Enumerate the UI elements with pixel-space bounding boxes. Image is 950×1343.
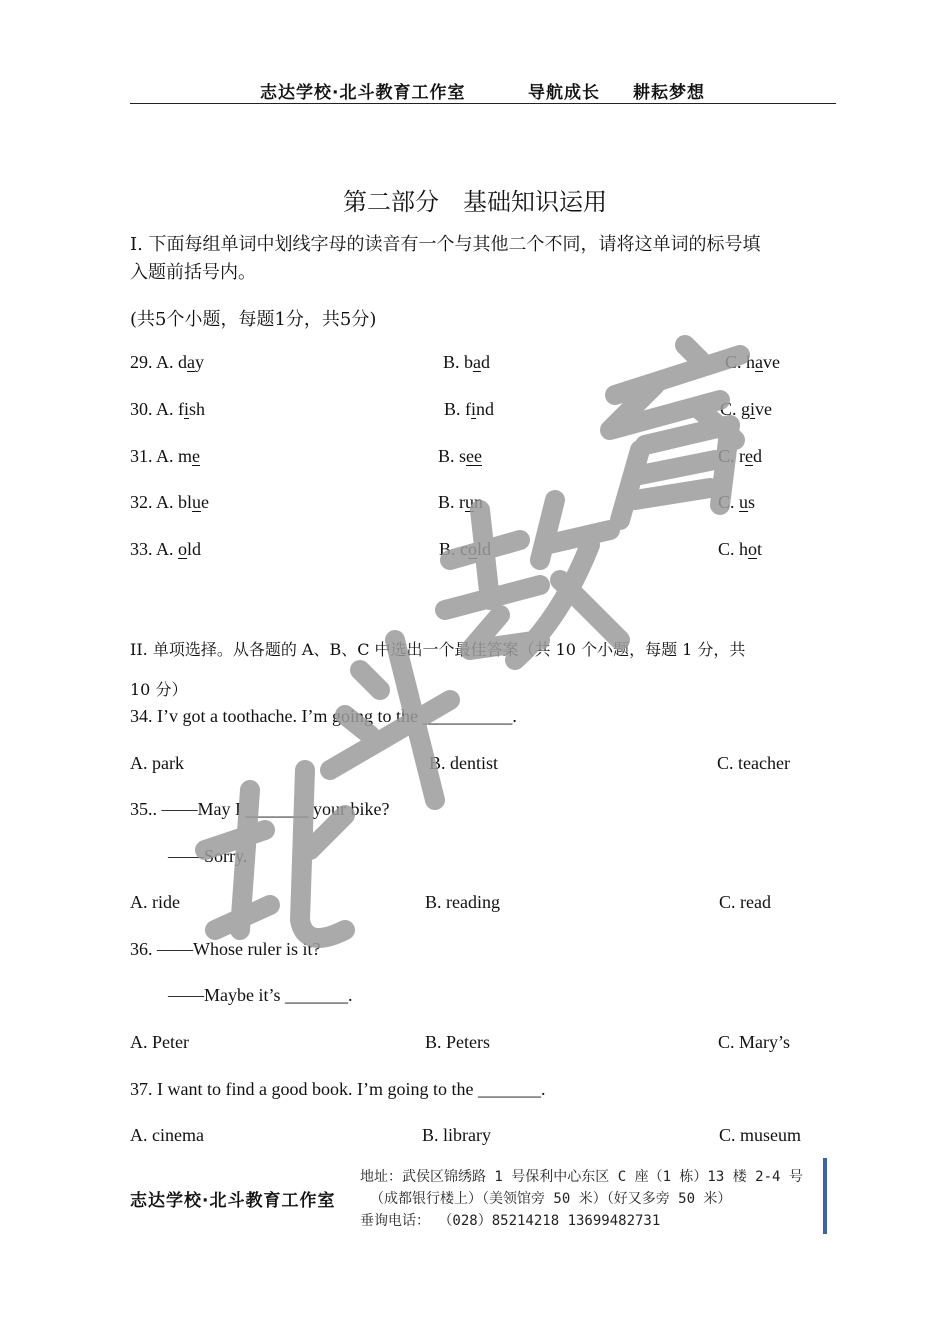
footer-accent-bar — [823, 1158, 827, 1234]
question-29-option-b: B. bad — [443, 352, 491, 372]
question-33-option-b: B. cold — [439, 539, 492, 559]
question-34: 34. I’v got a toothache. I’m going to the __________. — [130, 706, 517, 726]
question-33-option-c: C. hot — [718, 539, 763, 559]
part-title: 第二部分 基础知识运用 — [343, 188, 607, 216]
question-29-option-c: C. have — [725, 352, 781, 372]
footer-address-line2: （成都银行楼上）（美领馆旁 50 米）（好又多旁 50 米） — [370, 1191, 732, 1207]
question-36-option-b: B. Peters — [425, 1032, 490, 1052]
question-32-option-c: C. us — [718, 492, 756, 512]
question-29-option-a: 29. A. day — [130, 352, 205, 372]
question-33-option-a: 33. A. old — [130, 539, 202, 559]
question-36: 36. ——Whose ruler is it? — [130, 939, 321, 959]
section1-instruction-line2: 入题前括号内。 — [130, 262, 256, 283]
question-37-option-b: B. library — [422, 1125, 491, 1145]
footer-address-line1: 地址：武侯区锦绣路 1 号保利中心东区 C 座（1 栋）13 楼 2-4 号 — [360, 1169, 803, 1185]
question-34-option-c: C. teacher — [717, 753, 790, 773]
header-motto-1: 导航成长 — [528, 83, 600, 103]
question-30-option-c: C. give — [720, 399, 773, 419]
question-36-option-a: A. Peter — [130, 1032, 189, 1052]
header-motto-2: 耕耘梦想 — [633, 83, 705, 103]
footer-school: 志达学校·北斗教育工作室 — [130, 1191, 336, 1211]
header-divider — [130, 103, 836, 104]
question-34-option-a: A. park — [130, 753, 184, 773]
section1-points: (共5个小题，每题1分，共5分) — [130, 309, 377, 330]
question-37-option-c: C. museum — [719, 1125, 802, 1145]
header-school: 志达学校·北斗教育工作室 — [260, 83, 466, 103]
question-35-option-c: C. read — [719, 892, 771, 912]
section1-instruction-line1: Ⅰ. 下面每组单词中划线字母的读音有一个与其他二个不同，请将这单词的标号填 — [130, 234, 761, 255]
question-31-option-a: 31. A. me — [130, 446, 201, 466]
question-30-option-b: B. find — [444, 399, 495, 419]
question-31-option-b: B. see — [438, 446, 482, 466]
question-32-option-b: B. run — [438, 492, 483, 512]
question-30-option-a: 30. A. fish — [130, 399, 206, 419]
question-35-reply: ——Sorry. — [168, 846, 248, 866]
question-35-option-a: A. ride — [130, 892, 180, 912]
section2-instruction-line1: II. 单项选择。从各题的 A、B、C 中选出一个最佳答案（共 10 个小题，每题 1 分，共 — [130, 640, 746, 659]
question-36-reply: ——Maybe it’s _______. — [168, 985, 353, 1005]
footer-phone: 垂询电话： （028）85214218 13699482731 — [360, 1213, 661, 1229]
question-37-option-a: A. cinema — [130, 1125, 204, 1145]
section2-instruction-line2: 10 分） — [130, 680, 188, 699]
question-36-option-c: C. Mary’s — [718, 1032, 790, 1052]
question-37: 37. I want to find a good book. I’m going to the _______. — [130, 1079, 546, 1099]
question-35-option-b: B. reading — [425, 892, 500, 912]
question-32-option-a: 32. A. blue — [130, 492, 210, 512]
question-34-option-b: B. dentist — [429, 753, 499, 773]
question-31-option-c: C. red — [718, 446, 762, 466]
question-35: 35.. ——May I _______ your bike? — [130, 799, 390, 819]
